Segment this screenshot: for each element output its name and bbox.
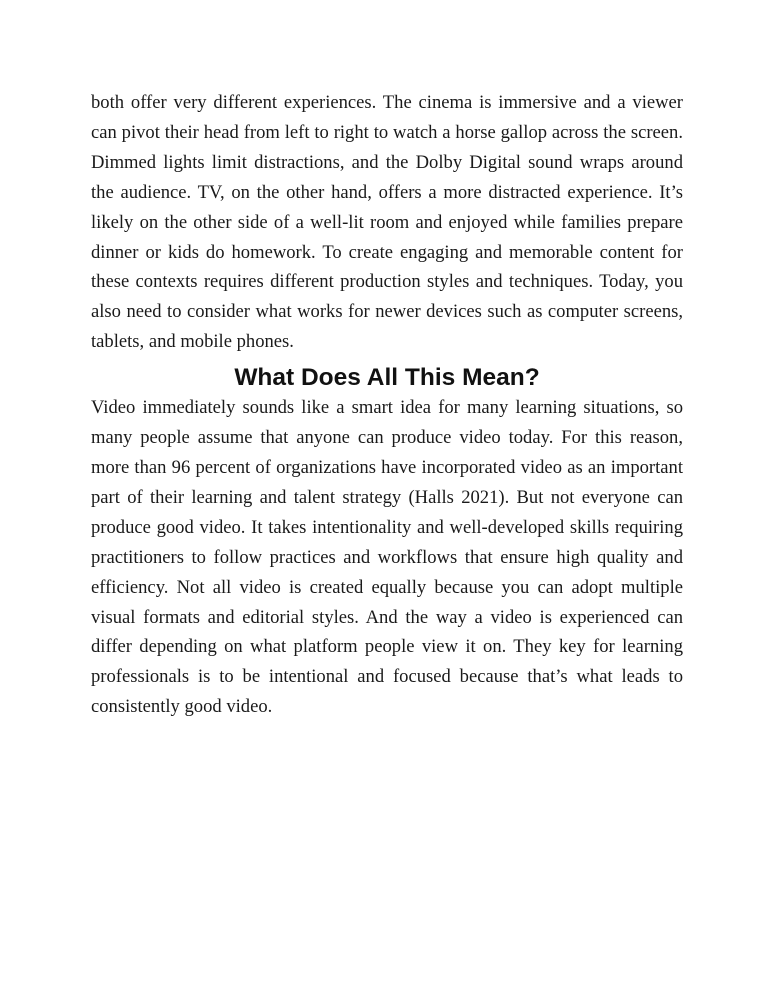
body-paragraph-2: Video immediately sounds like a smart idea for many learning situations, so many people assume that anyone can produce video today. For this reason, more than 96 percent of organizations have incorporated video as an important part of their learning and talent strategy (Halls 2021). But not everyone can produce good video. It takes intentionality and well-developed skills requiring practitioners to follow practices and workflows that ensure high quality and efficiency. Not all video is created equally because you can adopt multiple visual formats and editorial styles. And the way a video is experienced can differ depending on what platform people view it on. They key for learning professionals is to be intentional and focused because that’s what leads to consistently good video. [91, 397, 683, 718]
body-paragraph-1: both offer very different experiences. The cinema is immersive and a viewer can pivot their head from left to right to watch a horse gallop across the screen. Dimmed lights limit distractions, and the Dolby Digital sound wraps around the audience. TV, on the other hand, offers a more distracted experience. It’s likely on the other side of a well-lit room and enjoyed while families prepare dinner or kids do homework. To create engaging and memorable content for these contexts requires different production styles and techniques. Today, you also need to consider what works for newer devices such as computer screens, tablets, and mobile phones. [91, 92, 683, 353]
section-heading: What Does All This Mean? [234, 364, 540, 392]
document-page [91, 88, 683, 722]
